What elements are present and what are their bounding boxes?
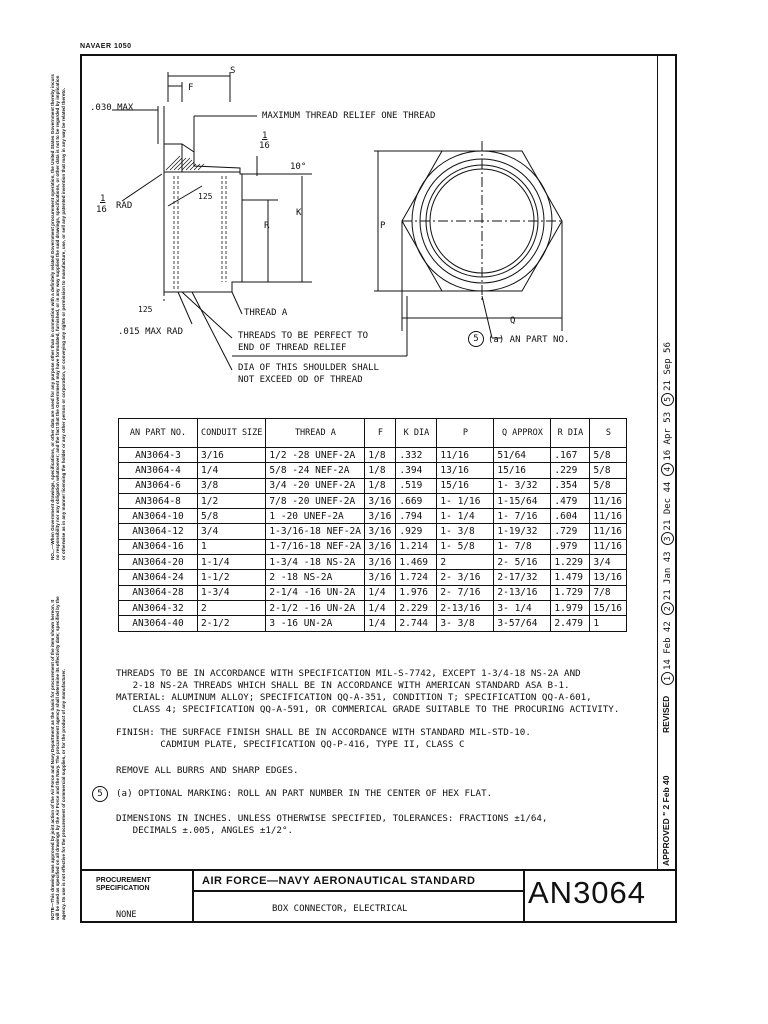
table-cell: 2: [437, 555, 494, 570]
table-cell: 1-19/32: [494, 524, 551, 539]
rad-1-label: 1: [100, 194, 106, 204]
table-cell: .332: [396, 448, 437, 463]
note-material: MATERIAL: ALUMINUM ALLOY; SPECIFICATION QQ-A-351, CONDITION T; SPECIFICATION QQ-A-601, CLASS 4; SPECIFICATION QQ-A-591, OR COMMERICAL GRADE SUITABLE TO THE PROCURING ACTIVITY.: [116, 692, 620, 715]
revision-number: 2: [661, 602, 674, 615]
table-cell: 15/16: [437, 478, 494, 493]
table-cell: 5/8: [590, 463, 627, 478]
table-cell: 5/8 -24 NEF-2A: [266, 463, 365, 478]
table-cell: 3 -16 UN-2A: [266, 616, 365, 631]
table-cell: 1/8: [365, 448, 396, 463]
table-cell: 3/16: [365, 539, 396, 554]
revision-date: 14 Feb 42: [663, 621, 673, 670]
table-cell: 3/16: [365, 493, 396, 508]
table-cell: 1.214: [396, 539, 437, 554]
col-r: R DIA: [551, 419, 590, 448]
table-cell: AN3064-32: [119, 600, 198, 615]
table-cell: 3/4: [590, 555, 627, 570]
max-rad-label: .015 MAX RAD: [118, 327, 184, 337]
table-row: [119, 493, 627, 508]
table-cell: 2- 3/16: [437, 570, 494, 585]
table-cell: 1-3/4: [198, 585, 266, 600]
table-cell: 1.979: [551, 600, 590, 615]
rad-label: RAD: [116, 201, 133, 211]
revision-date: 21 Sep 56: [663, 342, 673, 391]
table-cell: 1.469: [396, 555, 437, 570]
table-cell: 2-1/2 -16 UN-2A: [266, 600, 365, 615]
table-row: [119, 616, 627, 631]
table-cell: 7/8 -20 UNEF-2A: [266, 493, 365, 508]
table-cell: 3/16: [198, 448, 266, 463]
table-cell: 11/16: [590, 493, 627, 508]
note-5-circle: 5: [468, 331, 484, 347]
table-cell: 3/4: [198, 524, 266, 539]
col-s: S: [590, 419, 627, 448]
table-cell: 2-1/4 -16 UN-2A: [266, 585, 365, 600]
perfect-line2: END OF THREAD RELIEF: [238, 343, 347, 353]
table-row: [119, 555, 627, 570]
note-marking: (a) OPTIONAL MARKING: ROLL AN PART NUMBER IN THE CENTER OF HEX FLAT.: [116, 788, 493, 799]
dimension-table: [118, 418, 627, 632]
col-f: F: [365, 419, 396, 448]
table-cell: .669: [396, 493, 437, 508]
table-cell: 1.976: [396, 585, 437, 600]
revision-number: 5: [661, 393, 674, 406]
dim-p-label: P: [380, 221, 386, 231]
revision-number: 1: [661, 672, 674, 685]
dim-k-label: K: [296, 208, 302, 218]
table-cell: 5/8: [590, 478, 627, 493]
dim-030-label: .030 MAX: [90, 103, 134, 113]
table-cell: 11/16: [590, 539, 627, 554]
angle-10-label: 10°: [290, 162, 307, 172]
table-cell: 1-1/2: [198, 570, 266, 585]
table-cell: 1: [198, 539, 266, 554]
table-cell: 1- 7/16: [494, 509, 551, 524]
table-cell: 1/8: [365, 478, 396, 493]
table-cell: AN3064-10: [119, 509, 198, 524]
table-cell: 3/16: [365, 570, 396, 585]
table-cell: AN3064-40: [119, 616, 198, 631]
table-cell: 3/16: [365, 555, 396, 570]
table-cell: AN3064-20: [119, 555, 198, 570]
table-cell: 1/2 -28 UNEF-2A: [266, 448, 365, 463]
shoulder-line2: NOT EXCEED OD OF THREAD: [238, 375, 363, 385]
table-cell: 2-13/16: [494, 585, 551, 600]
drawing-number: AN3064: [528, 875, 647, 910]
table-cell: 1/8: [365, 463, 396, 478]
table-cell: .394: [396, 463, 437, 478]
table-row: [119, 448, 627, 463]
revised-label: REVISED: [661, 695, 671, 733]
table-row: [119, 600, 627, 615]
revision-number: 4: [661, 463, 674, 476]
table-cell: 1/4: [365, 600, 396, 615]
table-cell: AN3064-12: [119, 524, 198, 539]
table-cell: .794: [396, 509, 437, 524]
table-cell: AN3064-3: [119, 448, 198, 463]
frac-1-label: 1: [262, 131, 268, 141]
thread-relief-label: MAXIMUM THREAD RELIEF ONE THREAD: [262, 111, 436, 121]
table-cell: AN3064-4: [119, 463, 198, 478]
table-cell: .519: [396, 478, 437, 493]
table-cell: 1- 3/32: [494, 478, 551, 493]
table-cell: 1- 7/8: [494, 539, 551, 554]
table-cell: 15/16: [590, 600, 627, 615]
table-cell: 1/4: [365, 585, 396, 600]
table-row: [119, 570, 627, 585]
dim-q-label: Q: [510, 316, 516, 326]
table-cell: 1-7/16-18 NEF-2A: [266, 539, 365, 554]
col-p: P: [437, 419, 494, 448]
table-cell: 2-17/32: [494, 570, 551, 585]
dim-r-label: R: [264, 221, 270, 231]
table-cell: 1/4: [198, 463, 266, 478]
table-cell: 2-1/2: [198, 616, 266, 631]
note-burrs: REMOVE ALL BURRS AND SHARP EDGES.: [116, 765, 299, 776]
table-cell: AN3064-16: [119, 539, 198, 554]
table-cell: 1.479: [551, 570, 590, 585]
table-cell: 1- 3/8: [437, 524, 494, 539]
table-cell: 3- 3/8: [437, 616, 494, 631]
table-cell: 1-15/64: [494, 493, 551, 508]
table-cell: 2 -18 NS-2A: [266, 570, 365, 585]
table-cell: .929: [396, 524, 437, 539]
marking-note-circle: 5: [92, 786, 108, 802]
table-cell: .979: [551, 539, 590, 554]
col-k: K DIA: [396, 419, 437, 448]
table-cell: 1- 1/16: [437, 493, 494, 508]
revision-list: [661, 338, 674, 687]
table-row: [119, 463, 627, 478]
revision-date: 21 Jan 43: [663, 551, 673, 601]
table-cell: 5/8: [590, 448, 627, 463]
col-q: Q APPROX: [494, 419, 551, 448]
table-cell: 2- 5/16: [494, 555, 551, 570]
table-cell: AN3064-6: [119, 478, 198, 493]
table-cell: 1- 1/4: [437, 509, 494, 524]
table-cell: .167: [551, 448, 590, 463]
table-cell: 1 -20 UNEF-2A: [266, 509, 365, 524]
table-cell: 13/16: [590, 570, 627, 585]
an-part-label: (a) AN PART NO.: [488, 335, 570, 345]
table-cell: 3-57/64: [494, 616, 551, 631]
perfect-line1: THREADS TO BE PERFECT TO: [238, 331, 369, 341]
note-dimensions: DIMENSIONS IN INCHES. UNLESS OTHERWISE SPECIFIED, TOLERANCES: FRACTIONS ±1/64, DECIMALS ±.005, ANGLES ±1/2°.: [116, 813, 548, 836]
table-cell: 1.724: [396, 570, 437, 585]
table-cell: 1/4: [365, 616, 396, 631]
table-cell: 2-13/16: [437, 600, 494, 615]
table-row: [119, 478, 627, 493]
dim-f-label: F: [188, 83, 194, 93]
proc-spec-label: PROCUREMENT SPECIFICATION: [96, 877, 151, 892]
note-threads: THREADS TO BE IN ACCORDANCE WITH SPECIFICATION MIL-S-7742, EXCEPT 1-3/4-18 NS-2A AND 2-18 NS-2A THREADS WHICH SHALL BE IN ACCORDANCE WITH AMERICAN STANDARD ASA B-1.: [116, 668, 581, 691]
table-cell: 1: [590, 616, 627, 631]
drawing-title: BOX CONNECTOR, ELECTRICAL: [272, 904, 408, 914]
revision-number: 3: [661, 532, 674, 545]
table-cell: AN3064-8: [119, 493, 198, 508]
technical-drawing: [82, 56, 656, 416]
table-cell: 3/16: [365, 524, 396, 539]
table-cell: 2: [198, 600, 266, 615]
title-block: [80, 869, 677, 923]
table-cell: 1- 5/8: [437, 539, 494, 554]
table-cell: .729: [551, 524, 590, 539]
table-cell: 2.479: [551, 616, 590, 631]
approved-label: APPROVED " 2 Feb 40: [661, 775, 671, 866]
table-row: [119, 539, 627, 554]
table-cell: 3/16: [365, 509, 396, 524]
thread-a-label: THREAD A: [244, 308, 288, 318]
table-cell: 1-3/4 -18 NS-2A: [266, 555, 365, 570]
shoulder-line1: DIA OF THIS SHOULDER SHALL: [238, 363, 379, 373]
note-finish: FINISH: THE SURFACE FINISH SHALL BE IN ACCORDANCE WITH STANDARD MIL-STD-10. CADMIUM PLATE, SPECIFICATION QQ-P-416, TYPE II, CLASS C: [116, 727, 531, 750]
dim-s-label: S: [230, 66, 236, 76]
table-cell: .479: [551, 493, 590, 508]
header-tag: NAVAER 1050: [80, 43, 132, 50]
table-cell: 3/4 -20 UNEF-2A: [266, 478, 365, 493]
frac-16-label: 16: [259, 141, 270, 151]
table-cell: 1.229: [551, 555, 590, 570]
table-cell: .604: [551, 509, 590, 524]
table-cell: 1-3/16-18 NEF-2A: [266, 524, 365, 539]
table-cell: 5/8: [198, 509, 266, 524]
table-cell: 15/16: [494, 463, 551, 478]
table-cell: 2- 7/16: [437, 585, 494, 600]
side-notice-bottom: NOTE—This drawing was approved by joint action of the Air Force and Navy Department as the basis for procurement of the item shown hereon. It will be used as specified on all drawings by the Air Force and the Navy. The procurement agency shall determine its effectivity date; specified by the agency. Its use is not effective for the procurement of commercial supplies, or for the product of any manufacturer.: [50, 596, 66, 920]
table-cell: 2.744: [396, 616, 437, 631]
table-cell: 13/16: [437, 463, 494, 478]
connector-side-view: [164, 144, 242, 292]
table-cell: .229: [551, 463, 590, 478]
table-row: [119, 585, 627, 600]
table-cell: AN3064-28: [119, 585, 198, 600]
table-cell: 11/16: [590, 524, 627, 539]
table-cell: 7/8: [590, 585, 627, 600]
proc-spec-value: NONE: [116, 910, 137, 920]
table-cell: 3/8: [198, 478, 266, 493]
table-cell: AN3064-24: [119, 570, 198, 585]
table-row: [119, 524, 627, 539]
col-thread: THREAD A: [266, 419, 365, 448]
table-cell: 3- 1/4: [494, 600, 551, 615]
table-cell: 11/16: [437, 448, 494, 463]
surface-125-bottom: 125: [138, 305, 153, 314]
table-row: [119, 509, 627, 524]
side-notice-top: NO...—When Government drawings, specifications, or other data are used for any purpose other than in connection with a definitely related Government procurement operation, the United States Government thereby incurs no responsibility nor any obligation whatsoever; and the fact that the Government may have formulated, furnished, or in any way supplied the said drawings, specifications, or other data is not to be regarded by implication or otherwise as in any manner licensing the holder or any other person or corporation, or conveying any rights or permission to manufacture, use, or sell any patented invention that may in any way be related thereto.: [50, 74, 66, 560]
table-cell: 51/64: [494, 448, 551, 463]
table-cell: .354: [551, 478, 590, 493]
revision-date: 16 Apr 53: [663, 411, 673, 461]
table-cell: 1-1/4: [198, 555, 266, 570]
standard-label: AIR FORCE—NAVY AERONAUTICAL STANDARD: [202, 875, 476, 887]
table-cell: 1.729: [551, 585, 590, 600]
revision-date: 21 Dec 44: [663, 481, 673, 531]
col-conduit: CONDUIT SIZE: [198, 419, 266, 448]
surface-125-top: 125: [198, 192, 213, 201]
col-part-no: AN PART NO.: [119, 419, 198, 448]
rad-16-label: 16: [96, 205, 107, 215]
table-cell: 2.229: [396, 600, 437, 615]
table-cell: 1/2: [198, 493, 266, 508]
table-cell: 11/16: [590, 509, 627, 524]
